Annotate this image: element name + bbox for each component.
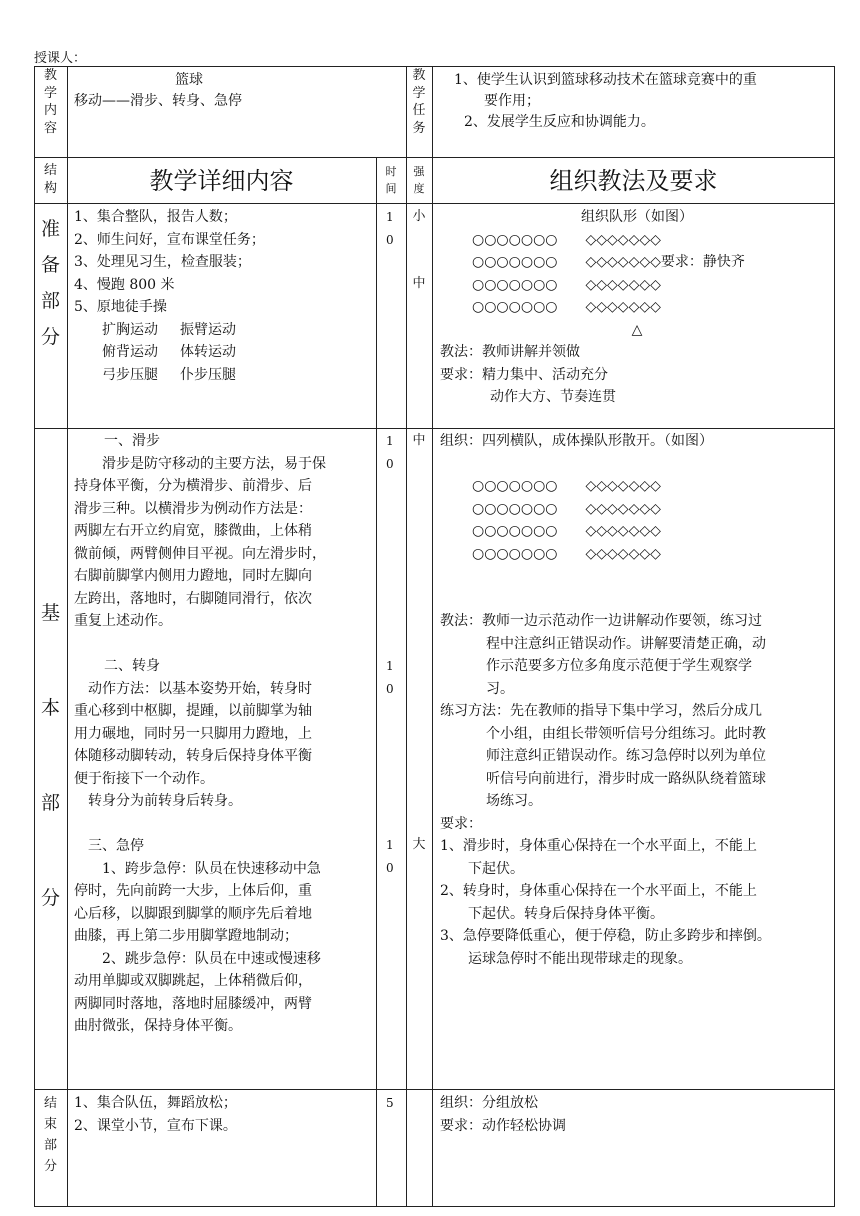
structure-label: 结 构 [43, 163, 57, 196]
list-item: 4、慢跑 800 米 [74, 276, 175, 293]
list-item: 2、课堂小节，宣布下课。 [74, 1117, 237, 1134]
subtopic: 移动——滑步、转身、急停 [74, 93, 242, 109]
prep-items [74, 206, 374, 386]
teacher-label: 授课人： [34, 51, 87, 66]
teacher-mark: △ [631, 321, 643, 338]
formation-row: ○○○○○○○ ◇◇◇◇◇◇◇ [472, 500, 661, 517]
method-title: 组织教法及要求 [549, 167, 718, 195]
formation-row: ○○○○○○○ ◇◇◇◇◇◇◇ [472, 545, 661, 562]
main-intensity-1: 中 [412, 433, 426, 448]
formation-row: ○○○○○○○ ◇◇◇◇◇◇◇要求：静快齐 [472, 254, 745, 270]
list-item: 3、处理见习生，检查服装； [74, 254, 251, 270]
formation-row: ○○○○○○○ ◇◇◇◇◇◇◇ [472, 276, 661, 293]
prep-intensity-1: 小 [412, 209, 426, 224]
end-label: 结 束 部 分 [43, 1096, 57, 1174]
end-method: 组织：分组放松 要求：动作轻松协调 [440, 1095, 566, 1134]
intensity-label: 强 度 [413, 165, 425, 195]
section-title: 三、急停 [88, 838, 144, 854]
formation-row: ○○○○○○○ ◇◇◇◇◇◇◇ [472, 231, 661, 248]
main-content: 一、滑步 滑步是防守移动的主要方法，易于保 持身体平衡，分为横滑步、前滑步、后 滑步三种。以横滑步为例动作方法是： 两脚左右开立约肩宽，膝微曲，上体稍 微前倾，两臂侧伸目平视。向左滑步时， 右脚前脚掌内侧用力蹬地，同时左脚向 左跨出，落地时，右脚随同滑行，依次 重复上述动作。 二、转身 动作方法：以基本姿势开始，转身时 重心移到中枢脚，提踵，以前脚掌为轴 用力碾地，同时另一只脚用力蹬地，上 体随移动脚转动，转身后保持身体平衡 便于衔接下一个动作。 转身分为前转身后转身。 三、急停 1、跨步急停：队员在快速移动中急 停时，先向前跨一大步，上体后仰，重 心后移，以脚跟到脚掌的顺序先后着地 曲膝，再上第二步用脚掌蹬地制动； 2、跳步急停：队员在中速或慢速移 动用单脚或双脚跳起，上体稍微后仰， 两脚同时落地，落地时屈膝缓冲，两臂 曲肘微张，保持身体平衡。 [74, 430, 374, 1038]
main-time-2: 1 0 [386, 659, 394, 696]
formation-row: ○○○○○○○ ◇◇◇◇◇◇◇ [472, 478, 661, 494]
main-method: 组织：四列横队，成体操队形散开。（如图） ○○○○○○○ ◇◇◇◇◇◇◇ ○○○○○○○ ◇◇◇◇◇◇◇ ○○○○○○○ ◇◇◇◇◇◇◇ ○○○○○○○ ◇◇◇◇◇◇◇ 教法：教师一边示范动作一边讲解动作要领，练习过 程中注意纠正错误动作。讲解要清楚正确，动 作示范要多方位多角度示范便于学生观察学 习。 练习方法：先在教师的指导下集中学习，然后分成几 个小组，由组长带领听信号分组练习。此时教 师注意纠正错误动作。练习急停时以列为单位 听信号向前进行，滑步时成一路纵队绕着篮球 场练习。 要求： 1、滑步时，身体重心保持在一个水平面上，不能上 下起伏。 2、转身时，身体重心保持在一个水平面上，不能上 下起伏。转身后保持身体平衡。 3、急停要降低重心，便于停稳，防止多跨步和摔倒。 运球急停时不能出现带球走的现象。 [440, 430, 834, 970]
formation-row: ○○○○○○○ ◇◇◇◇◇◇◇ [472, 523, 661, 539]
task-label: 教 学 任 务 [412, 68, 426, 136]
exercise-row: 弓步压腿 仆步压腿 [102, 366, 236, 383]
prep-intensity-2: 中 [412, 276, 426, 291]
main-time-1: 1 0 [386, 434, 394, 471]
lesson-plan-table [34, 66, 835, 1207]
time-label: 时 间 [385, 165, 397, 195]
section-title: 一、滑步 [104, 433, 160, 449]
end-time: 5 [386, 1096, 394, 1110]
section-title: 二、转身 [104, 658, 160, 674]
list-item: 2、师生问好，宣布课堂任务； [74, 231, 265, 248]
topic: 篮球 [175, 72, 203, 88]
main-intensity-2: 大 [412, 837, 426, 852]
prep-label: 准 备 部 分 [40, 218, 60, 348]
content-title: 教学详细内容 [149, 167, 294, 195]
list-item: 1、集合队伍，舞蹈放松； [74, 1095, 237, 1111]
formation-row: ○○○○○○○ ◇◇◇◇◇◇◇ [472, 299, 661, 315]
content-label: 教 学 内 容 [43, 68, 57, 136]
exercise-row: 俯背运动 体转运动 [102, 344, 236, 360]
end-items [74, 1092, 374, 1137]
list-item: 5、原地徒手操 [74, 299, 167, 315]
topic-cell [74, 70, 374, 112]
formation-title: 组织队形（如图） [581, 209, 693, 225]
exercise-row: 扩胸运动 振臂运动 [102, 321, 236, 338]
main-label: 基 本 部 分 [40, 602, 60, 909]
prep-time: 1 0 [386, 210, 394, 247]
list-item: 1、集合整队，报告人数； [74, 209, 237, 225]
main-time-3: 1 0 [386, 838, 394, 875]
tasks-cell: 1、使学生认识到篮球移动技术在篮球竞赛中的重 要作用； 2、发展学生反应和协调能力。 [454, 72, 757, 130]
prep-method: 组织队形（如图） ○○○○○○○ ◇◇◇◇◇◇◇ ○○○○○○○ ◇◇◇◇◇◇◇要求：静快齐 ○○○○○○○ ◇◇◇◇◇◇◇ ○○○○○○○ ◇◇◇◇◇◇◇ △ 教法：教师讲解并领做 要求：精力集中、活动充分 动作大方、节奏连贯 [440, 206, 834, 409]
